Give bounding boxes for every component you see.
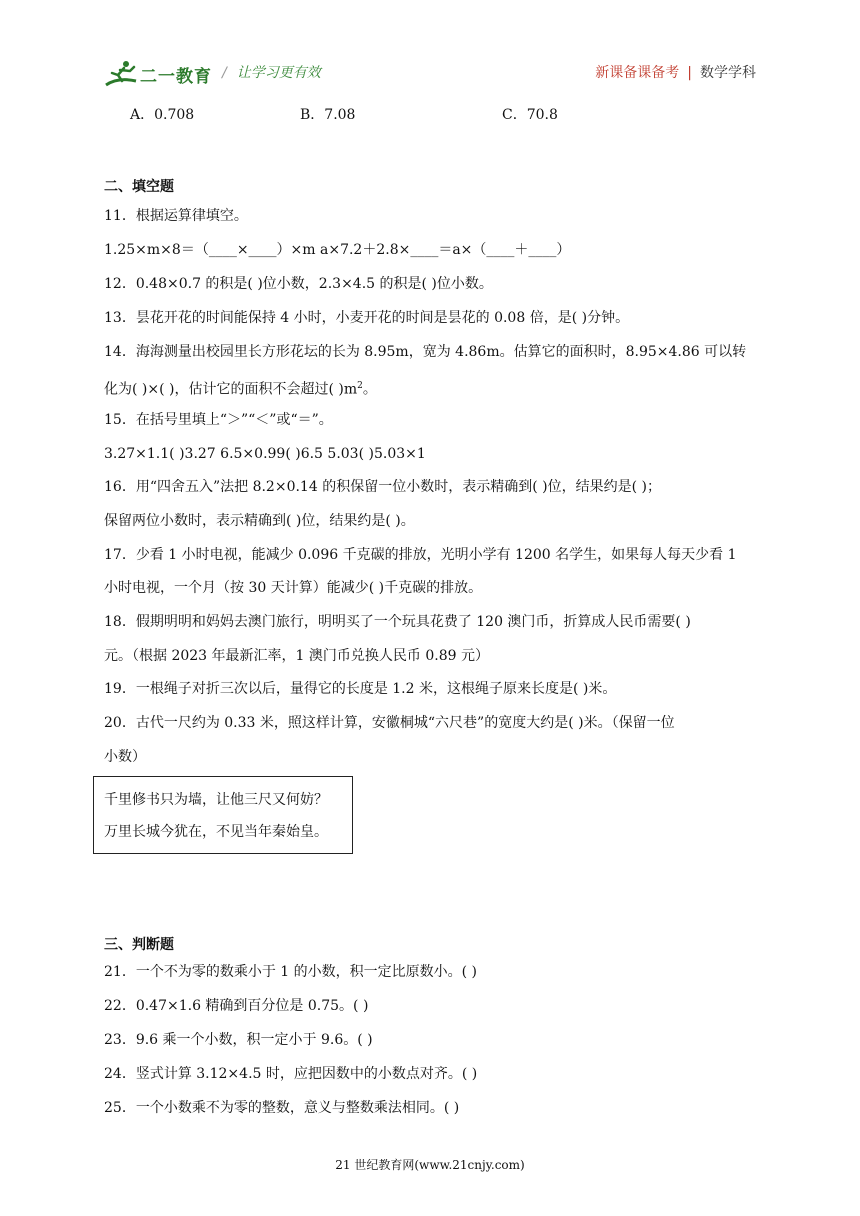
poem-line-1: 千里修书只为墙，让他三尺又何妨？: [104, 792, 328, 808]
header-subject-label: 数学学科: [700, 65, 756, 81]
question-23: 23．9.6 乘一个小数，积一定小于 9.6。( ): [104, 1032, 373, 1048]
question-15: 15．在括号里填上“＞”“＜”或“＝”。: [104, 412, 333, 428]
question-11-expr: 1.25×m×8＝（____×____）×m a×7.2＋2.8×____＝a×（____＋____）: [104, 242, 571, 258]
question-14: 14．海海测量出校园里长方形花坛的长为 8.95m，宽为 4.86m。估算它的面积时，8.95×4.86 可以转: [104, 344, 747, 360]
question-18: 18．假期明明和妈妈去澳门旅行，明明买了一个玩具花费了 120 澳门币，折算成人民币需要( ): [104, 614, 691, 630]
option-c: C．70.8: [502, 107, 558, 123]
question-15-items: 3.27×1.1( )3.27 6.5×0.99( )6.5 5.03( )5.03×1: [104, 446, 426, 462]
logo-text: 二一教育: [140, 66, 212, 87]
question-24: 24．竖式计算 3.12×4.5 时，应把因数中的小数点对齐。( ): [104, 1066, 478, 1082]
question-17-cont: 小时电视，一个月（按 30 天计算）能减少( )千克碳的排放。: [104, 580, 483, 596]
question-20: 20．古代一尺约为 0.33 米，照这样计算，安徽桐城“六尺巷”的宽度大约是( )米。（保留一位: [104, 715, 675, 731]
question-12: 12．0.48×0.7 的积是( )位小数，2.3×4.5 的积是( )位小数。: [104, 276, 493, 292]
header-separator: |: [687, 65, 692, 81]
header-right: [595, 62, 756, 82]
squared-superscript: 2: [357, 381, 363, 391]
page-footer: 21 世纪教育网(www.21cnjy.com): [335, 1158, 525, 1172]
header-course-label: 新课备课备考: [595, 65, 680, 81]
slogan: / 让学习更有效: [222, 65, 321, 81]
question-17: 17．少看 1 小时电视，能减少 0.096 千克碳的排放，光明小学有 1200 名学生，如果每人每天少看 1: [104, 547, 737, 563]
section-title-judge: 三、判断题: [104, 937, 174, 953]
question-14-cont-text: 化为( )×( )，估计它的面积不会超过( )m: [104, 381, 358, 398]
poem-box: [93, 776, 353, 854]
question-11: 11．根据运算律填空。: [104, 208, 248, 224]
question-14-cont-end: 。: [362, 381, 377, 398]
option-b: B．7.08: [300, 107, 356, 123]
question-16-cont: 保留两位小数时，表示精确到( )位，结果约是( )。: [104, 513, 415, 529]
question-22: 22．0.47×1.6 精确到百分位是 0.75。( ): [104, 998, 369, 1014]
question-16: 16．用“四舍五入”法把 8.2×0.14 的积保留一位小数时，表示精确到( )位，结果约是( )；: [104, 479, 661, 495]
section-title-fill: 二、填空题: [104, 179, 174, 195]
runner-logo-icon: [104, 59, 138, 89]
question-25: 25．一个小数乘不为零的整数，意义与整数乘法相同。( ): [104, 1100, 460, 1116]
slogan-text: 让学习更有效: [236, 65, 321, 81]
question-18-cont: 元。（根据 2023 年最新汇率，1 澳门币兑换人民币 0.89 元）: [104, 648, 489, 664]
page-header: [0, 0, 860, 100]
question-20-cont: 小数）: [104, 749, 146, 765]
logo: [104, 58, 212, 90]
question-13: 13．昙花开花的时间能保持 4 小时，小麦开花的时间是昙花的 0.08 倍，是( )分钟。: [104, 310, 630, 326]
question-14-cont: [104, 377, 377, 399]
question-21: 21．一个不为零的数乘小于 1 的小数，积一定比原数小。( ): [104, 964, 477, 980]
question-19: 19．一根绳子对折三次以后，量得它的长度是 1.2 米，这根绳子原来长度是( )米。: [104, 681, 617, 697]
option-a: A．0.708: [130, 107, 195, 123]
poem-line-2: 万里长城今犹在，不见当年秦始皇。: [104, 824, 328, 840]
